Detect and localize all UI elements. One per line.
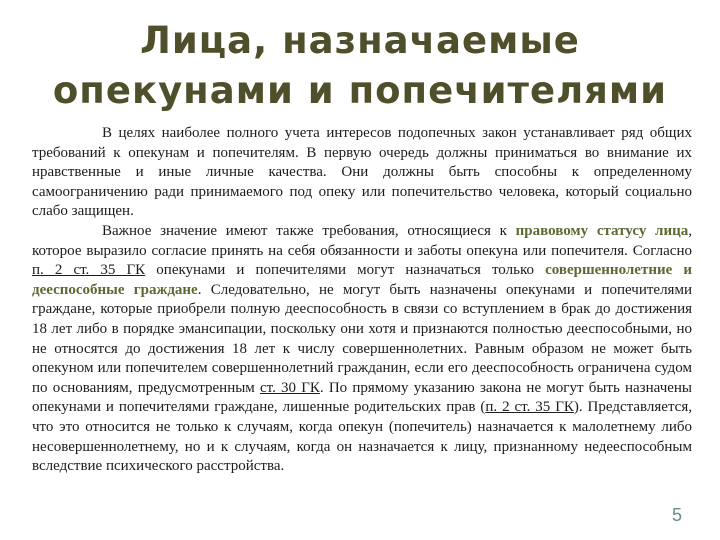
p2-text-e: . По прямому указанию закона не могут быть назначены опекунами и попечителями граждане, лишенные родительских прав ( <box>32 379 693 416</box>
highlight-adult-capable-citizens: совершеннолетние и дееспособные граждане <box>32 262 692 298</box>
slide-title <box>20 16 700 116</box>
p2-text-d: . Следовательно, не могут быть назначены опекунами и попечителями граждане, которые приобрели полную дееспособность в связи со вступлением в брак до достижения 18 лет либо в порядке эмансипации, поскольку они хотя и признаются полностью дееспособными, но не относятся до достижения 18 лет к числу совершеннолетних. Равным образом не может быть опекуном или попечителем совершеннолетний гражданин, если его дееспособность ограничена судом по основаниям, предусмотренным <box>32 281 692 396</box>
highlight-legal-status: правовому статусу лица <box>515 222 689 239</box>
paragraph-2 <box>32 222 692 477</box>
p2-text-b: , которое выразило согласие принять на себя обязанности и заботы опекуна или попечителя. Согласно <box>32 222 692 259</box>
p2-text-c: опекунами и попечителями могут назначаться только <box>145 262 546 279</box>
law-link-art35[interactable]: п. 2 ст. 35 ГК <box>32 262 146 279</box>
title-line-1: Лица, назначаемые <box>140 19 580 62</box>
law-link-art30[interactable]: ст. 30 ГК <box>260 379 320 396</box>
law-link-art35-second[interactable]: п. 2 ст. 35 ГК <box>485 399 574 416</box>
slide-body <box>32 124 692 477</box>
page-number: 5 <box>671 505 682 525</box>
title-line-2: опекунами и попечителями <box>52 69 668 112</box>
p2-text-f: ). Представляется, что это относится не только к случаям, когда опекун (попечитель) назначается к малолетнему либо несовершеннолетнему, но и к случаям, когда он назначается к лицу, признанному недееспособным вследствие психического расстройства. <box>32 399 692 475</box>
paragraph-1: В целях наиболее полного учета интересов подопечных закон устанавливает ряд общих требований к опекунам и попечителям. В первую очередь должны приниматься во внимание их нравственные и иные личные качества. Они должны быть способны к определенному самоограничению ради принимаемого под опеку или попечительство человека, который социально слабо защищен. <box>32 125 692 220</box>
p2-text-a: Важное значение имеют также требования, относящиеся к <box>102 222 516 239</box>
